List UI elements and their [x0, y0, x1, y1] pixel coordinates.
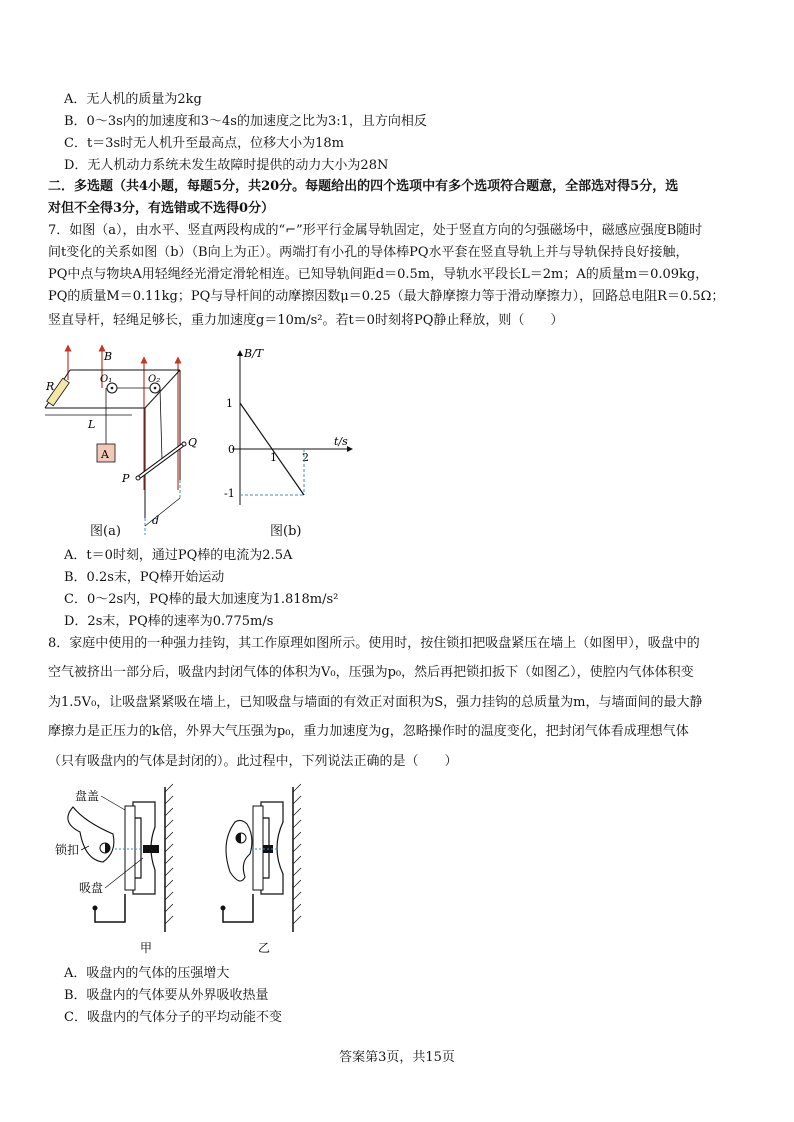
section2-header-line2: 对但不全得3分，有选错或不选得0分） — [48, 201, 275, 216]
y-tick-neg1: -1 — [224, 487, 235, 500]
q7-stem-line5: 竖直导杆，轻绳足够长，重力加速度g＝10m/s²。若t＝0时刻将PQ静止释放，则（ ） — [48, 313, 564, 328]
q7-option-c: C．0～2s内，PQ棒的最大加速度为1.818m/s² — [64, 592, 339, 607]
lock-clasp-right — [226, 820, 252, 881]
q7-stem-line3: PQ中点与物块A用轻绳经光滑定滑轮相连。已知导轨间距d＝0.5m，导轨水平段长L＝2m；A的质量m＝0.09kg， — [48, 267, 709, 282]
q6-option-b: B．0～3s内的加速度和3～4s的加速度之比为3:1，且方向相反 — [64, 114, 427, 129]
q7-stem-line4: PQ的质量M＝0.11kg；PQ与导杆间的动摩擦因数μ＝0.25（最大静摩擦力等于滑动摩擦力），回路总电阻R＝0.5Ω； — [48, 289, 725, 304]
label-a: A — [101, 448, 109, 461]
q6-option-c: C．t＝3s时无人机升至最高点，位移大小为18m — [64, 136, 344, 151]
label-o1: O₁ — [100, 374, 113, 385]
q8-option-a: A．吸盘内的气体的压强增大 — [64, 966, 230, 981]
label-lock: 锁扣 — [55, 843, 80, 857]
x-tick-2: 2 — [302, 451, 309, 464]
q8-stem-line1: 8．家庭中使用的一种强力挂钩，其工作原理如图所示。使用时，按住锁扣把吸盘紧压在墙上（如图甲），吸盘中的 — [48, 636, 700, 651]
figure-suction-hook — [55, 782, 315, 957]
q8-stem-line3: 为1.5V₀，让吸盘紧紧吸在墙上，已知吸盘与墙面的有效正对面积为S，强力挂钩的总质量为m，与墙面间的最大静 — [48, 695, 703, 710]
caption-left: 甲 — [140, 941, 153, 955]
q7-option-a: A．t＝0时刻，通过PQ棒的电流为2.5A — [64, 548, 293, 563]
q7-stem-line1: 7．如图（a），由水平、竖直两段构成的“⌐”形平行金属导轨固定，处于竖直方向的匀强磁场中，磁感应强度B随时 — [48, 223, 703, 238]
x-tick-1: 1 — [270, 451, 277, 464]
q6-option-d: D．无人机动力系统未发生故障时提供的动力大小为28N — [64, 158, 389, 173]
q7-option-b: B．0.2s末，PQ棒开始运动 — [64, 570, 225, 585]
label-b: B — [104, 350, 113, 363]
section2-header-line1: 二．多选题（共4小题，每题5分，共20分。每题给出的四个选项中有多个选项符合题意，全部选对得5分，选 — [48, 179, 679, 194]
x-axis-label: t/s — [334, 435, 348, 448]
q7-stem-line2: 间t变化的关系如图（b）（B向上为正）。两端打有小孔的导体棒PQ水平套在竖直导轨上并与导轨保持良好接触， — [48, 245, 689, 260]
q8-stem-line2: 空气被挤出一部分后，吸盘内封闭气体的体积为V₀，压强为p₀，然后再把锁扣扳下（如图乙），使腔内气体体积变 — [48, 665, 694, 680]
origin-label: 0 — [228, 443, 235, 456]
label-p: P — [122, 472, 130, 485]
q8-option-b: B．吸盘内的气体要从外界吸收热量 — [64, 988, 269, 1003]
label-o2: O₂ — [148, 374, 161, 385]
label-l: L — [88, 418, 96, 431]
label-q: Q — [188, 436, 198, 449]
q8-stem-line4: 摩擦力是正压力的k倍，外界大气压强为p₀，重力加速度为g，忽略操作时的温度变化，把封闭气体看成理想气体 — [48, 724, 689, 739]
figure-b-chart — [222, 345, 362, 510]
figure-a-caption: 图(a) — [90, 524, 121, 539]
q7-option-d: D．2s末，PQ棒的速率为0.775m/s — [64, 614, 274, 629]
figure-b-caption: 图(b) — [270, 524, 302, 539]
y-tick-1: 1 — [226, 397, 233, 410]
label-r: R — [46, 380, 55, 393]
q8-option-c: C．吸盘内的气体分子的平均动能不变 — [64, 1010, 282, 1025]
figure-a-rail-diagram — [40, 340, 210, 545]
label-d: d — [152, 514, 160, 527]
cup-stem-left — [143, 845, 159, 853]
hook-left — [95, 894, 125, 922]
page-footer: 答案第3页，共15页 — [339, 1050, 455, 1065]
q8-stem-line5: （只有吸盘内的气体是封闭的）。此过程中，下列说法正确的是（ ） — [48, 754, 458, 769]
caption-right: 乙 — [258, 941, 271, 955]
label-cup: 吸盘 — [79, 881, 104, 895]
y-axis-label: B/T — [244, 347, 264, 360]
q6-option-a: A．无人机的质量为2kg — [64, 92, 202, 107]
hook-right — [223, 894, 253, 922]
label-cover: 盘盖 — [75, 789, 100, 803]
